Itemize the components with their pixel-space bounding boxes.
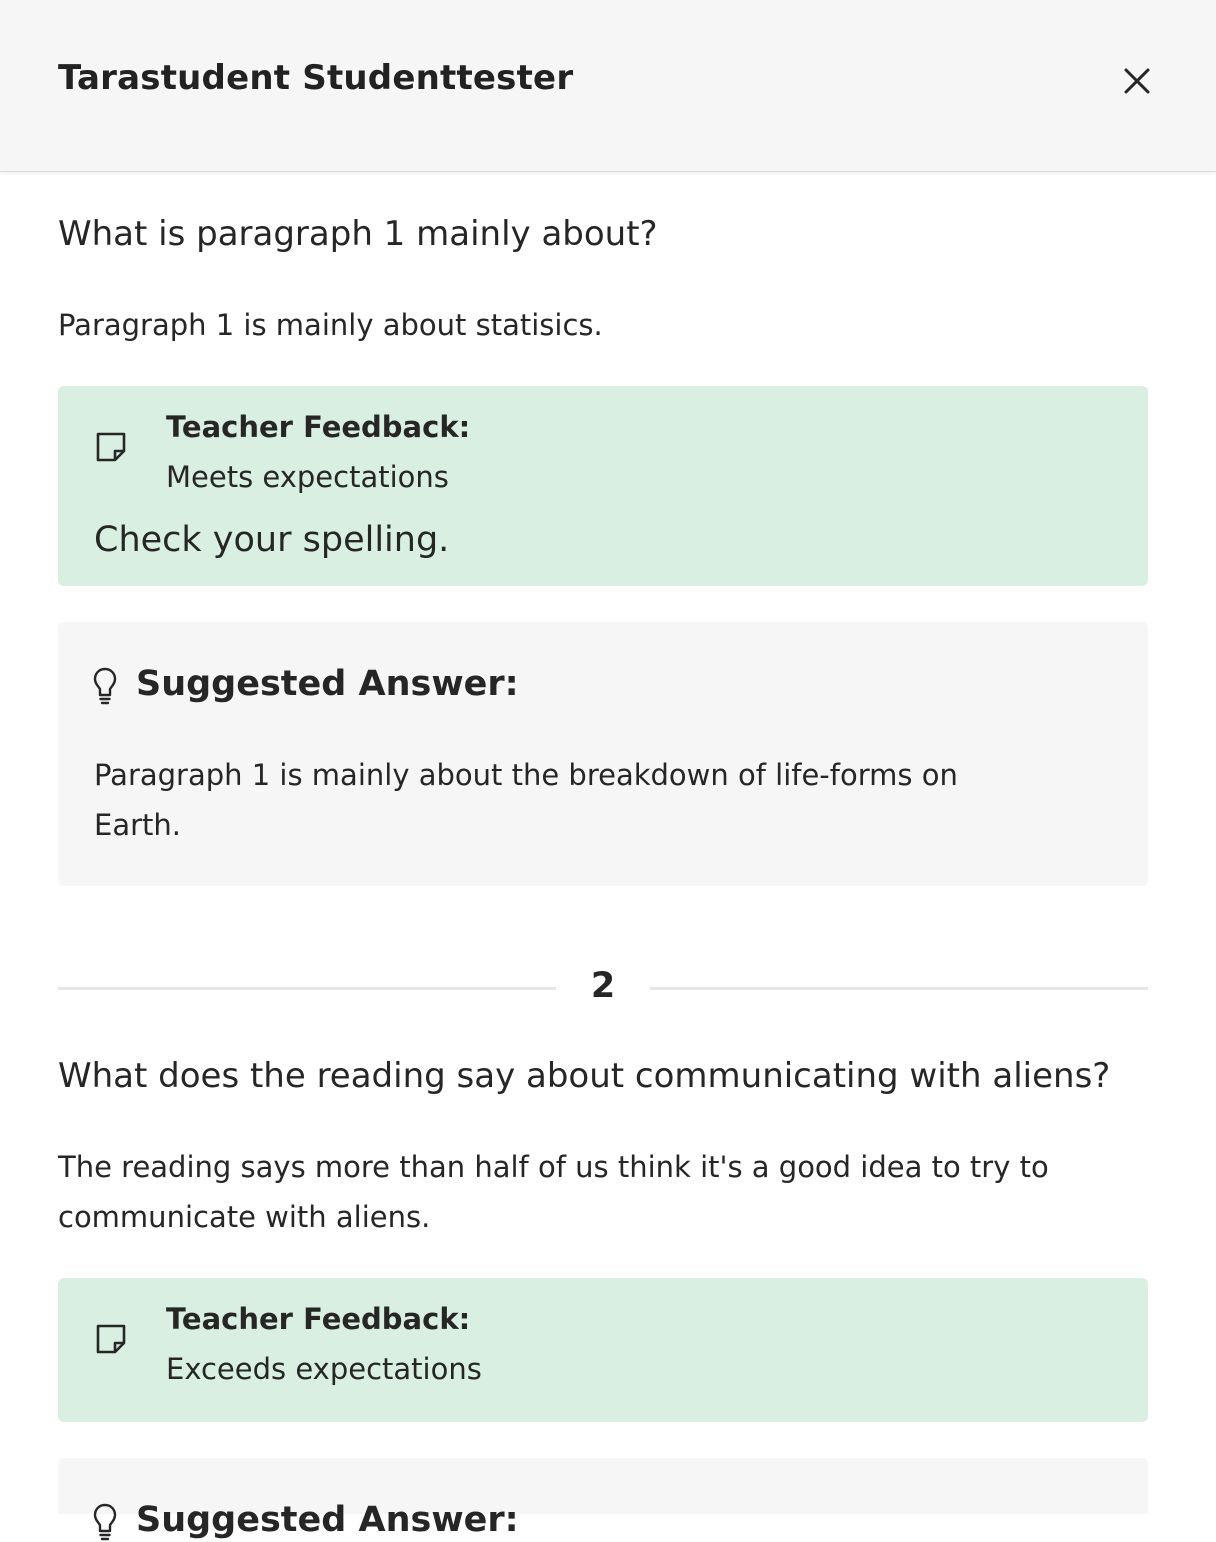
sticky-note-icon [94,430,128,464]
suggested-answer-box-1 [58,622,1148,886]
student-answer-2: The reading says more than half of us think it's a good idea to try to communicate with aliens. [58,1150,1049,1234]
question-2: What does the reading say about communicating with aliens? [58,1056,1111,1096]
feedback-label: Teacher Feedback: [166,410,471,444]
feedback-label: Teacher Feedback: [166,1302,471,1336]
modal-header [0,0,1216,172]
teacher-feedback-box-1 [58,386,1148,586]
suggested-answer-box-2 [58,1458,1148,1540]
sticky-note-icon [94,1322,128,1356]
student-answer-1: Paragraph 1 is mainly about statisics. [58,308,603,342]
teacher-feedback-box-2 [58,1278,1148,1422]
question-number: 2 [590,966,616,1006]
question-1: What is paragraph 1 mainly about? [58,214,658,254]
close-icon [1124,68,1150,94]
lightbulb-icon [92,666,118,706]
feedback-level: Exceeds expectations [166,1352,482,1386]
student-name-title: Tarastudent Studenttester [58,58,574,98]
suggested-answer-text: Paragraph 1 is mainly about the breakdown of life-forms on Earth. [94,758,958,842]
divider-line-right [650,987,1148,990]
question-divider [58,966,1148,1010]
close-button[interactable] [1118,62,1156,100]
lightbulb-icon [92,1502,118,1542]
feedback-comment: Check your spelling. [94,520,450,560]
feedback-level: Meets expectations [166,460,449,494]
suggested-answer-label: Suggested Answer: [136,1500,519,1540]
suggested-answer-label: Suggested Answer: [136,664,519,704]
